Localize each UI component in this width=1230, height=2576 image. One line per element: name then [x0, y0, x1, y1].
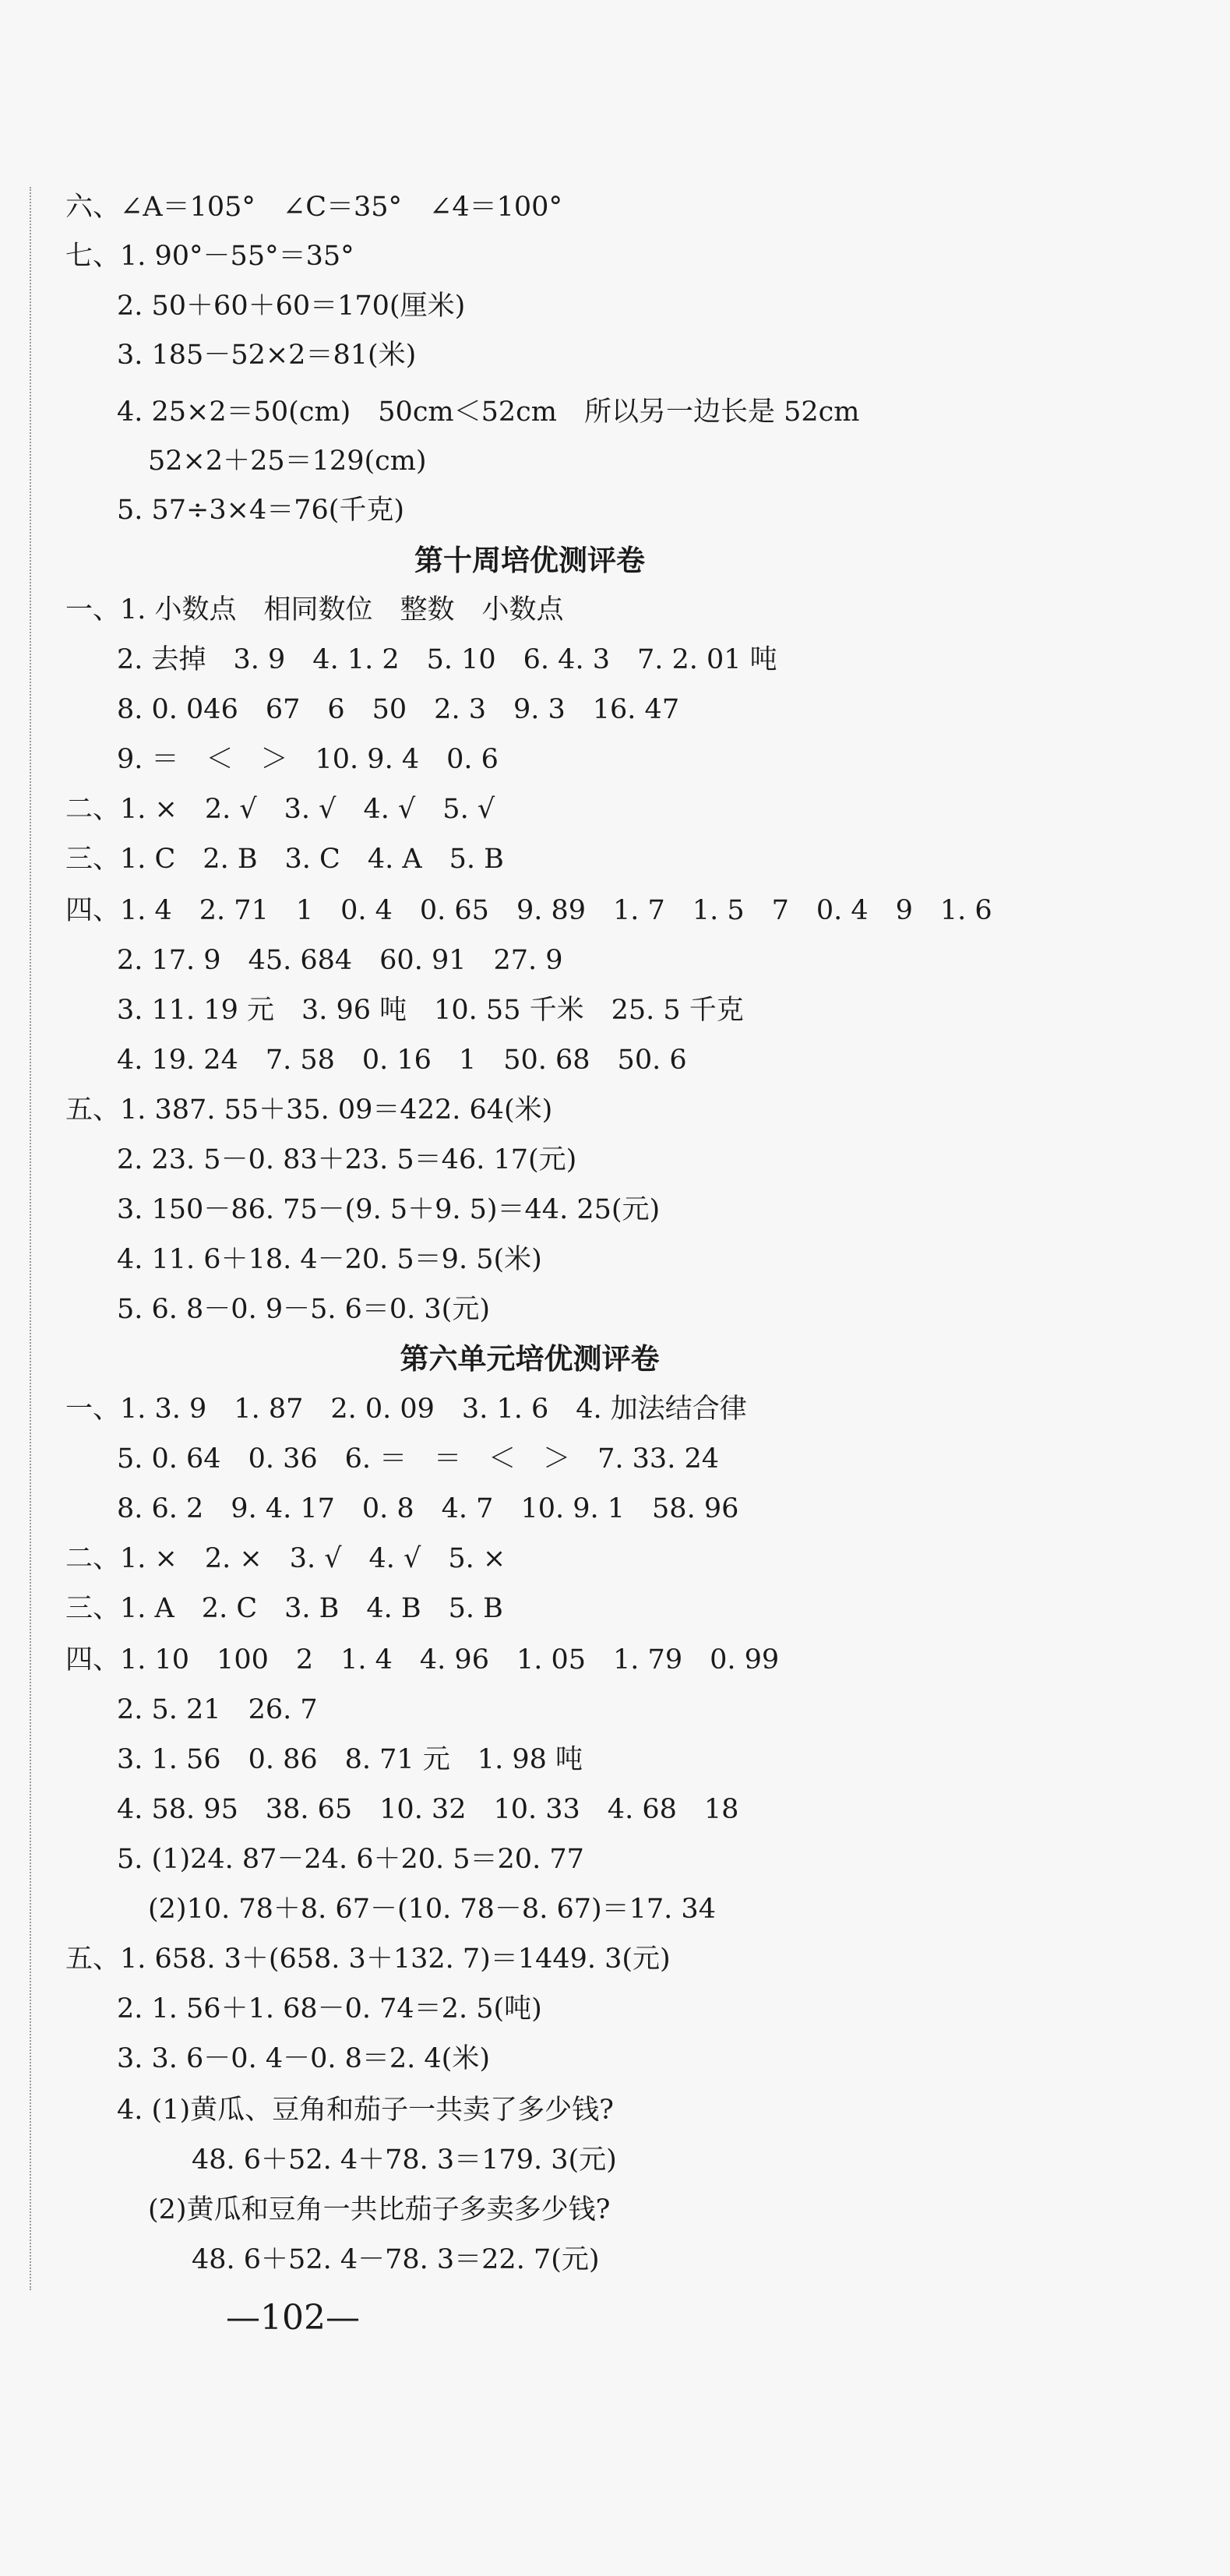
answer-line: (2)10. 78＋8. 67－(10. 78－8. 67)＝17. 34 [148, 1894, 716, 1925]
answer-line: 4. (1)黄瓜、豆角和茄子一共卖了多少钱? [117, 2095, 614, 2126]
answer-line: 六、∠A＝105° ∠C＝35° ∠4＝100° [65, 192, 562, 223]
answer-line: 4. 25×2＝50(cm) 50cm＜52cm 所以另一边长是 52cm [117, 396, 860, 428]
answer-line: 三、1. C 2. B 3. C 4. A 5. B [65, 844, 504, 875]
answer-line: 5. 6. 8－0. 9－5. 6＝0. 3(元) [117, 1294, 490, 1325]
answer-line: 二、1. × 2. × 3. √ 4. √ 5. × [65, 1543, 506, 1574]
answer-line: 3. 3. 6－0. 4－0. 8＝2. 4(米) [117, 2043, 490, 2074]
answer-line: 5. (1)24. 87－24. 6＋20. 5＝20. 77 [117, 1844, 584, 1875]
answer-line: 5. 0. 64 0. 36 6. ＝ ＝ ＜ ＞ 7. 33. 24 [117, 1443, 719, 1475]
answer-line: 8. 6. 2 9. 4. 17 0. 8 4. 7 10. 9. 1 58. 96 [117, 1493, 739, 1524]
page-number: —102— [226, 2298, 360, 2338]
answer-line: 五、1. 658. 3＋(658. 3＋132. 7)＝1449. 3(元) [65, 1943, 671, 1975]
answer-line: 4. 19. 24 7. 58 0. 16 1 50. 68 50. 6 [117, 1045, 687, 1076]
answer-line: 48. 6＋52. 4＋78. 3＝179. 3(元) [192, 2144, 617, 2176]
answer-line: 8. 0. 046 67 6 50 2. 3 9. 3 16. 47 [117, 694, 680, 725]
answer-line: 2. 23. 5－0. 83＋23. 5＝46. 17(元) [117, 1144, 577, 1175]
section-title: 第六单元培优测评卷 [400, 1342, 660, 1376]
answer-line: 七、1. 90°－55°＝35° [65, 241, 354, 272]
section-title: 第十周培优测评卷 [414, 544, 645, 577]
answer-line: 4. 11. 6＋18. 4－20. 5＝9. 5(米) [117, 1244, 542, 1275]
answer-line: 二、1. × 2. √ 3. √ 4. √ 5. √ [65, 794, 495, 825]
answer-line: 3. 150－86. 75－(9. 5＋9. 5)＝44. 25(元) [117, 1194, 661, 1225]
answer-line: 52×2＋25＝129(cm) [148, 446, 427, 477]
answer-line: (2)黄瓜和豆角一共比茄子多卖多少钱? [148, 2194, 611, 2225]
answer-line: 2. 17. 9 45. 684 60. 91 27. 9 [117, 945, 563, 976]
answer-line: 四、1. 10 100 2 1. 4 4. 96 1. 05 1. 79 0. 99 [65, 1644, 780, 1676]
answer-line: 3. 185－52×2＝81(米) [117, 340, 417, 371]
answer-line: 2. 50＋60＋60＝170(厘米) [117, 291, 466, 322]
answer-line: 五、1. 387. 55＋35. 09＝422. 64(米) [65, 1094, 553, 1126]
answer-line: 48. 6＋52. 4－78. 3＝22. 7(元) [192, 2244, 600, 2275]
answer-line: 2. 5. 21 26. 7 [117, 1694, 318, 1725]
answer-line: 2. 1. 56＋1. 68－0. 74＝2. 5(吨) [117, 1993, 542, 2025]
answer-line: 四、1. 4 2. 71 1 0. 4 0. 65 9. 89 1. 7 1. 5 7 0. 4 9 1. 6 [65, 895, 992, 926]
margin-dotted-line [30, 187, 31, 2290]
answer-line: 三、1. A 2. C 3. B 4. B 5. B [65, 1593, 503, 1624]
answer-line: 一、1. 3. 9 1. 87 2. 0. 09 3. 1. 6 4. 加法结合律 [65, 1394, 747, 1425]
answer-line: 5. 57÷3×4＝76(千克) [117, 495, 405, 526]
answer-line: 9. ＝ ＜ ＞ 10. 9. 4 0. 6 [117, 744, 499, 775]
answer-line: 3. 11. 19 元 3. 96 吨 10. 55 千米 25. 5 千克 [117, 995, 744, 1026]
answer-line: 3. 1. 56 0. 86 8. 71 元 1. 98 吨 [117, 1744, 583, 1775]
answer-line: 一、1. 小数点 相同数位 整数 小数点 [65, 594, 564, 625]
answer-line: 2. 去掉 3. 9 4. 1. 2 5. 10 6. 4. 3 7. 2. 01 吨 [117, 644, 777, 675]
answer-line: 4. 58. 95 38. 65 10. 32 10. 33 4. 68 18 [117, 1794, 739, 1825]
